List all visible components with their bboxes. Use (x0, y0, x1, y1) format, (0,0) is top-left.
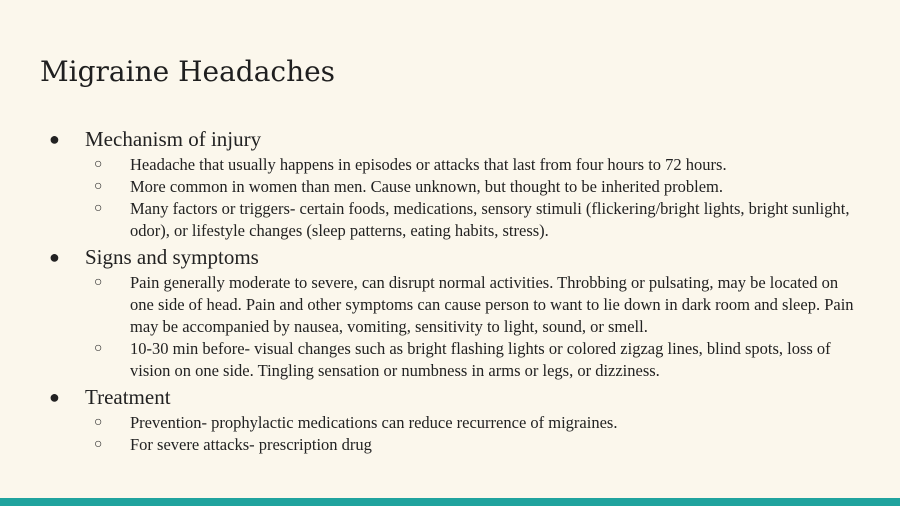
section-heading: Mechanism of injury (85, 127, 262, 151)
section-signs-and-symptoms (40, 242, 860, 382)
sub-list (85, 154, 860, 242)
slide-title: Migraine Headaches (40, 55, 336, 88)
hollow-circle-bullet-icon: ○ (94, 437, 103, 452)
hollow-circle-bullet-icon: ○ (94, 415, 103, 430)
section-treatment (40, 382, 860, 456)
sub-list (85, 272, 860, 382)
slide-body (40, 124, 860, 456)
list-item-text: Many factors or triggers- certain foods, medications, sensory stimuli (flickering/bright lights, bright sunlight, odor), or lifestyle changes (sleep patterns, eating habits, stress). (130, 199, 850, 240)
list-item-text: 10-30 min before- visual changes such as bright flashing lights or colored zigzag lines, blind spots, loss of vision on one side. Tingling sensation or numbness in arms or legs, or dizziness. (130, 339, 831, 380)
list-item (85, 412, 860, 434)
list-item-text: Pain generally moderate to severe, can disrupt normal activities. Throbbing or pulsating, may be located on one side of head. Pain and other symptoms can cause person to want to lie down in dark room and sleep. Pain may be accompanied by nausea, vomiting, sensitivity to light, sound, or smell. (130, 273, 854, 336)
hollow-circle-bullet-icon: ○ (94, 157, 103, 172)
hollow-circle-bullet-icon: ○ (94, 341, 103, 356)
list-item-text: Prevention- prophylactic medications can reduce recurrence of migraines. (130, 413, 618, 432)
filled-circle-bullet-icon: ● (49, 247, 60, 267)
filled-circle-bullet-icon: ● (49, 129, 60, 149)
bottom-accent-bar (0, 498, 900, 506)
section-heading: Treatment (85, 385, 171, 409)
sub-list (85, 412, 860, 456)
list-item (85, 272, 860, 338)
list-item-text: More common in women than men. Cause unknown, but thought to be inherited problem. (130, 177, 723, 196)
list-item (85, 176, 860, 198)
list-item (85, 338, 860, 382)
list-item (85, 154, 860, 176)
section-heading: Signs and symptoms (85, 245, 259, 269)
section-mechanism-of-injury (40, 124, 860, 242)
list-item (85, 434, 860, 456)
list-item-text: Headache that usually happens in episodes or attacks that last from four hours to 72 hours. (130, 155, 727, 174)
list-item-text: For severe attacks- prescription drug (130, 435, 372, 454)
hollow-circle-bullet-icon: ○ (94, 179, 103, 194)
hollow-circle-bullet-icon: ○ (94, 275, 103, 290)
hollow-circle-bullet-icon: ○ (94, 201, 103, 216)
section-list (40, 124, 860, 456)
list-item (85, 198, 860, 242)
filled-circle-bullet-icon: ● (49, 387, 60, 407)
